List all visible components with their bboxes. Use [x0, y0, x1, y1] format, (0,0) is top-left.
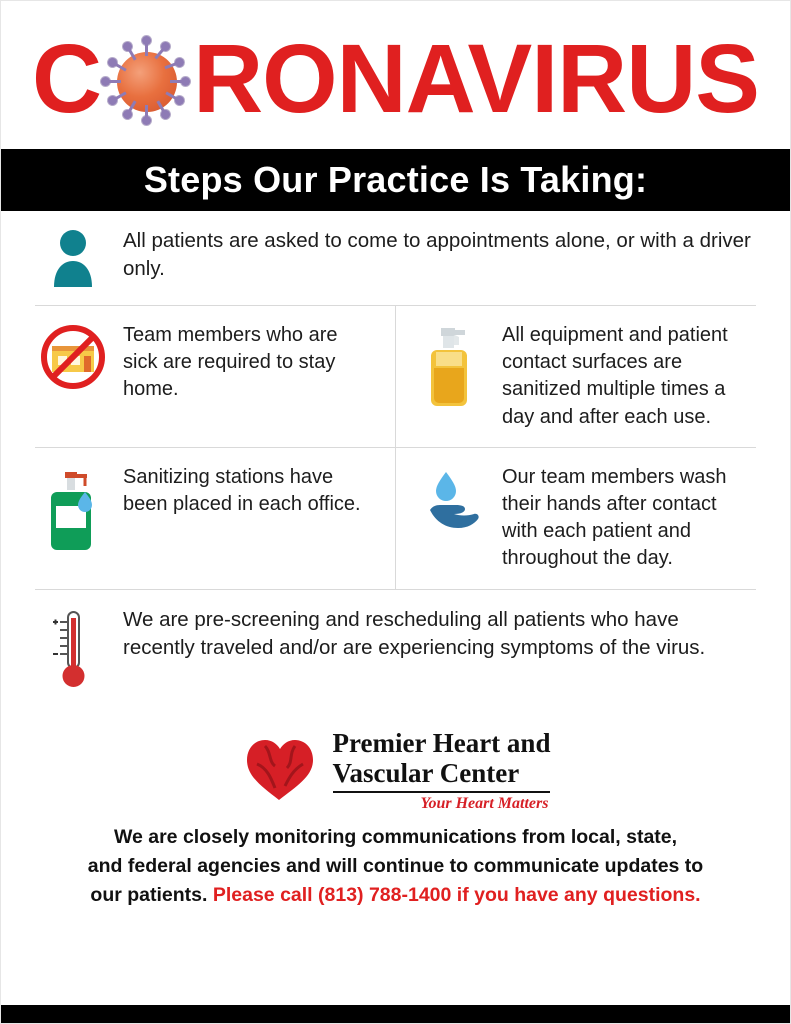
- step-text: Sanitizing stations have been placed in each office.: [123, 465, 361, 515]
- step-text: We are pre-screening and rescheduling all patients who have recently traveled and/or are experiencing symptoms of the virus.: [123, 607, 706, 659]
- step-item-sanitize-equipment: [396, 306, 758, 447]
- coronavirus-icon: [99, 34, 195, 130]
- thermometer-icon: [37, 606, 109, 694]
- footer-line-2: and federal agencies and will continue to communicate updates to: [87, 854, 704, 877]
- person-icon: [37, 227, 109, 289]
- step-item-stay-home: [33, 306, 395, 447]
- heart-icon: [241, 732, 319, 809]
- footer-line-3-prefix: our patients.: [90, 883, 213, 906]
- step-text: All patients are asked to come to appointments alone, or with a driver only.: [123, 229, 751, 281]
- step-row-4: [33, 590, 758, 710]
- logo-rule: [333, 791, 551, 793]
- step-item-pre-screening: [33, 590, 758, 710]
- practice-logo: [1, 710, 790, 819]
- title-band: [1, 1, 790, 149]
- sanitizer-bottle-icon: [37, 464, 109, 556]
- subtitle-text: Steps Our Practice Is Taking:: [143, 159, 648, 200]
- step-item-sanitizing-stations: [33, 448, 395, 589]
- step-text: All equipment and patient contact surfaces are sanitized multiple times a day and after each use.: [502, 324, 728, 428]
- logo-text: [333, 728, 551, 813]
- subtitle-band: [1, 149, 790, 211]
- step-row-1: [33, 211, 758, 305]
- footer-message: [1, 819, 790, 910]
- steps-list: [1, 211, 790, 710]
- step-text: Our team members wash their hands after contact with each patient and throughout the day.: [502, 465, 727, 570]
- no-sick-building-icon: [37, 322, 109, 390]
- step-row-3: [33, 448, 758, 589]
- logo-line-1: Premier Heart and: [332, 727, 551, 758]
- title-text-prefix: C: [32, 23, 102, 133]
- phone-callout: Please call (813) 788-1400 if you have any questions.: [212, 883, 701, 906]
- logo-line-2: Vascular Center: [332, 757, 520, 788]
- step-item-person: [33, 211, 758, 305]
- step-row-2: [33, 306, 758, 447]
- page-title: [32, 23, 759, 133]
- step-text: Team members who are sick are required to stay home.: [123, 324, 338, 401]
- step-item-hand-washing: [396, 448, 758, 589]
- footer-line-3: [41, 881, 750, 910]
- bottom-bar: [1, 1005, 790, 1023]
- logo-tagline: Your Heart Matters: [420, 794, 549, 812]
- hand-washing-icon: [416, 464, 488, 538]
- title-text-suffix: RONAVIRUS: [193, 23, 759, 133]
- footer-line-1: We are closely monitoring communications from local, state,: [113, 825, 678, 848]
- spray-bottle-icon: [416, 322, 488, 408]
